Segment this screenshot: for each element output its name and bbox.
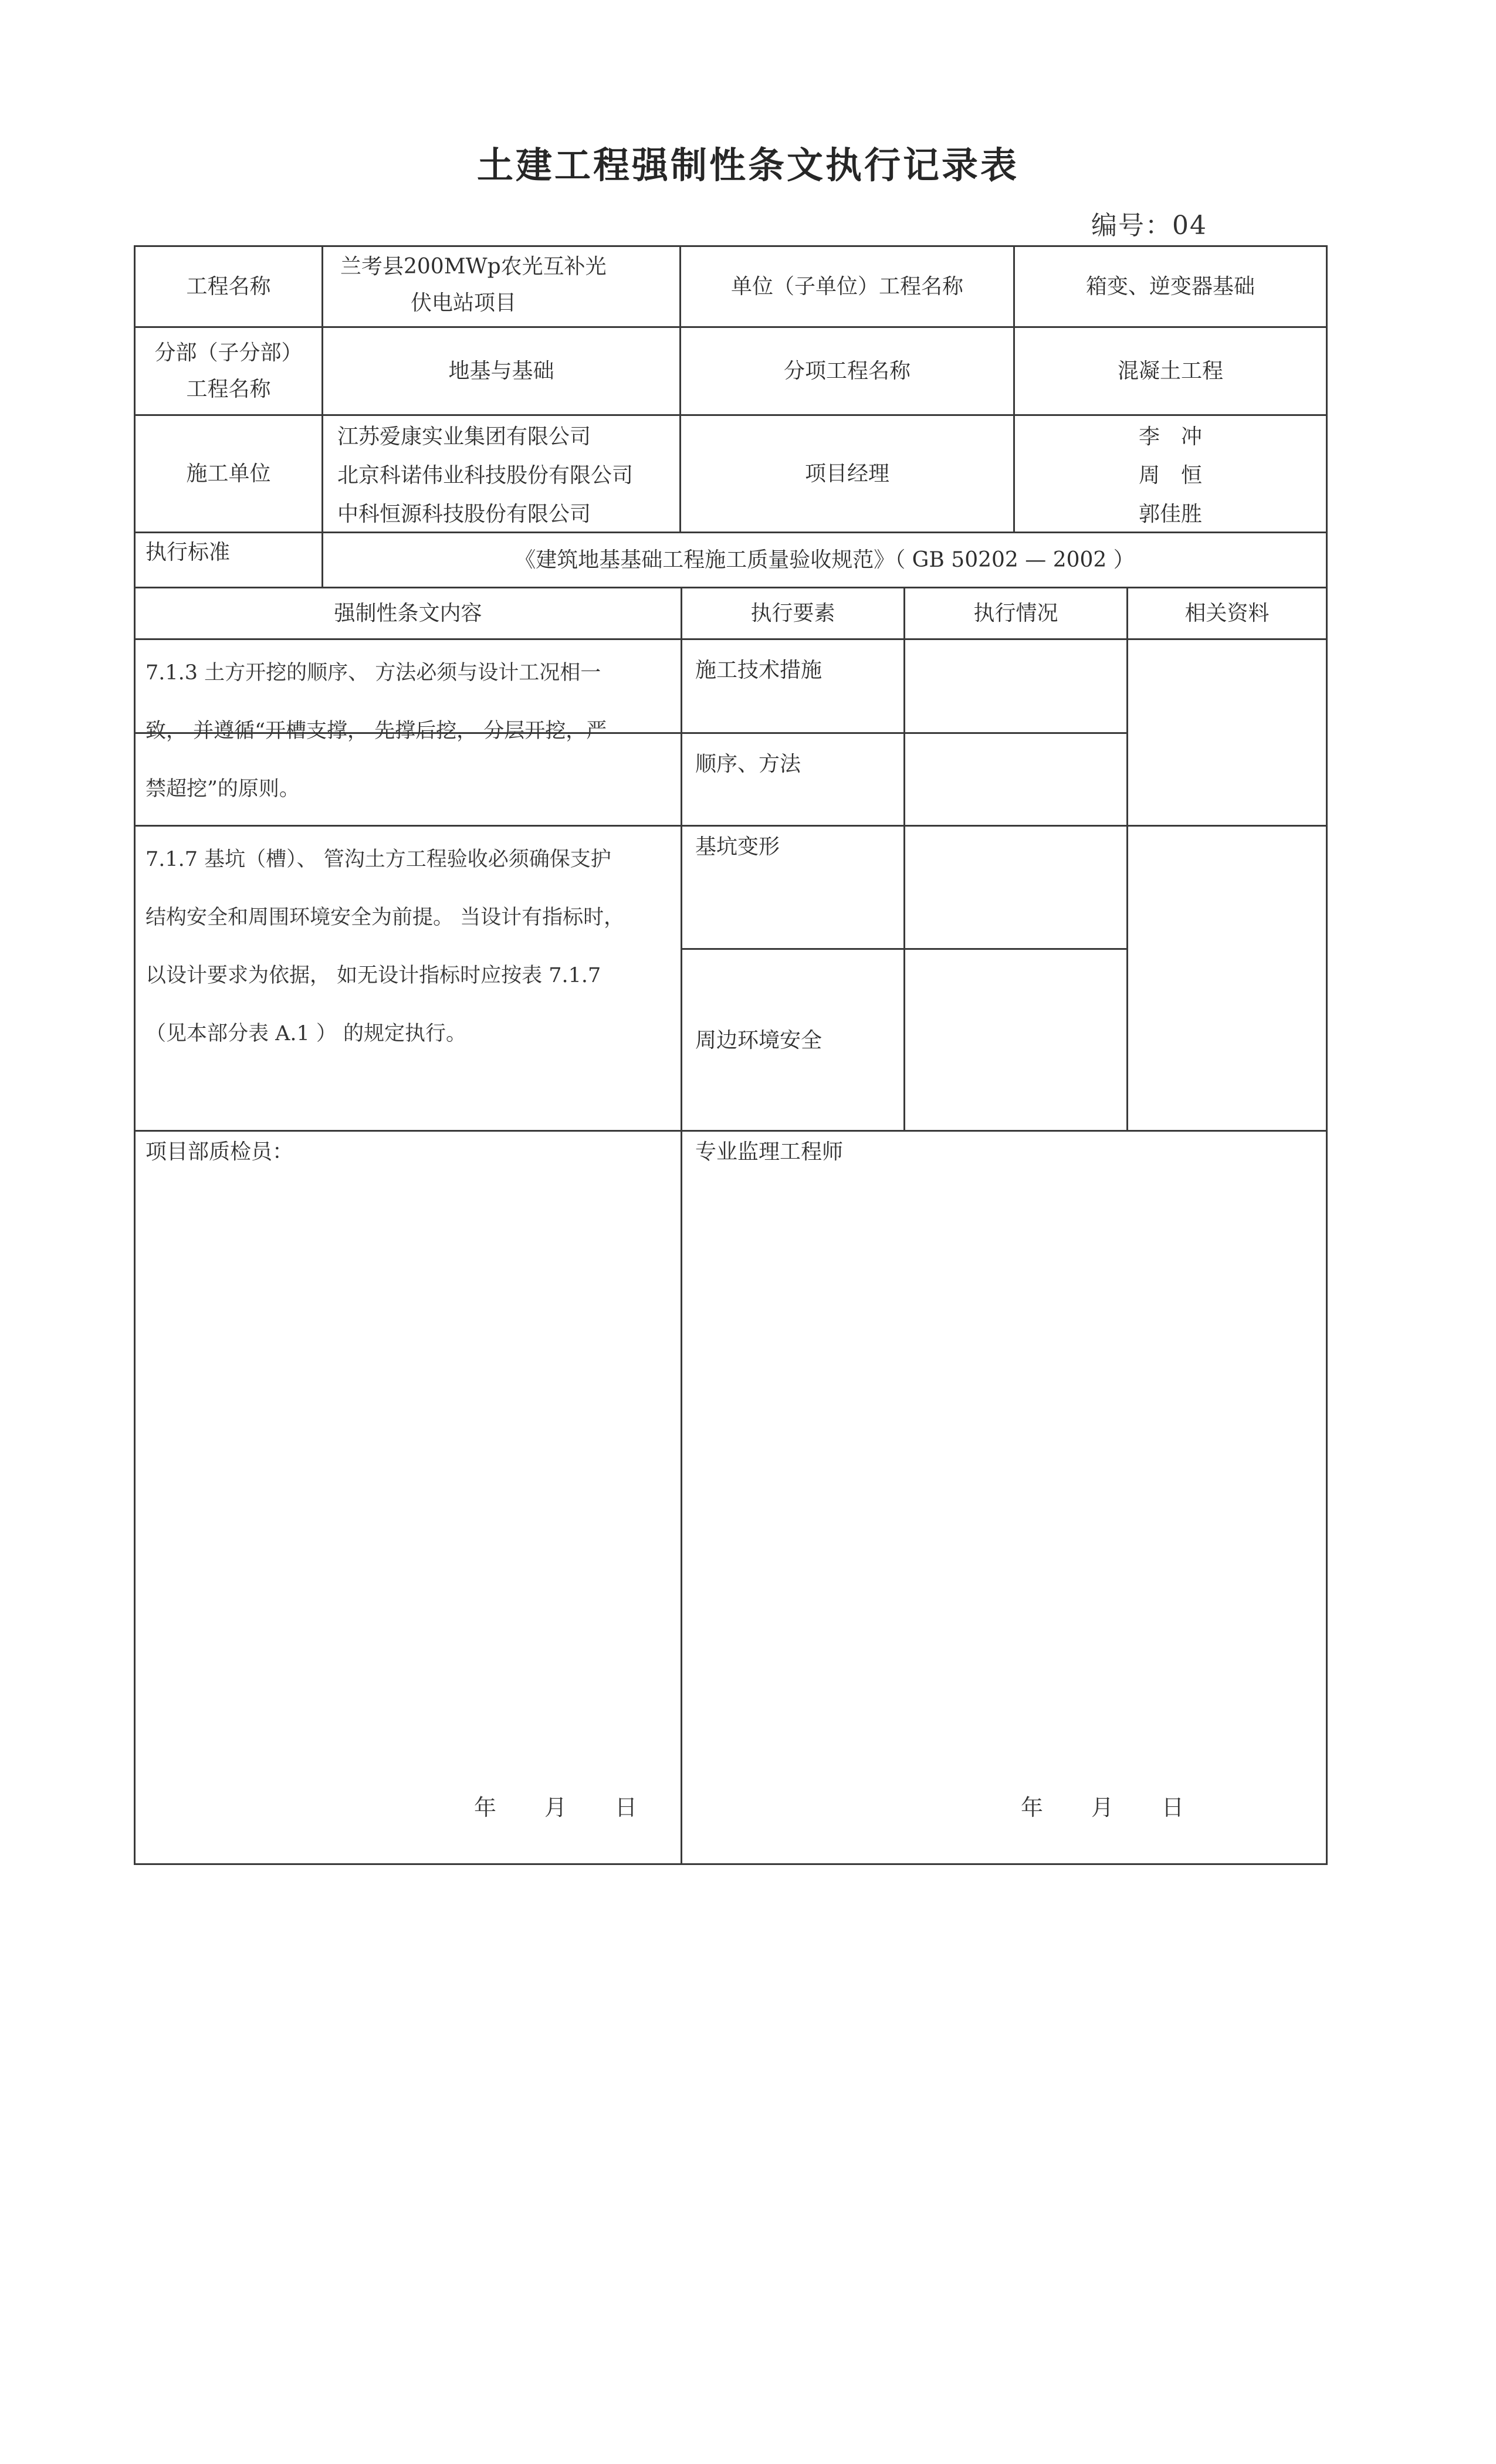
manager-list: 李 冲 周 恒 郭佳胜 xyxy=(1138,425,1202,526)
document-title: 土建工程强制性条文执行记录表 xyxy=(476,144,1019,187)
supervisor-label: 专业监理工程师 xyxy=(695,1140,844,1164)
clause-7-1-7: 7.1.7 基坑（槽）、 管沟土方工程验收必须确保支护 结构安全和周围环境安全为前提。 当设计有指标时， 以设计要求为依据， 如无设计指标时应按表 7.1.7 （见本部分表 A.1 ） 的规定执行。 xyxy=(145,848,625,1045)
item-project-label: 分项工程名称 xyxy=(783,358,911,383)
table-line xyxy=(134,1863,1328,1865)
supervisor-date: 年 月 日 xyxy=(1021,1795,1184,1820)
table-line xyxy=(134,825,1328,827)
header-requirement: 执行要素 xyxy=(750,601,835,625)
standard-label: 执行标准 xyxy=(145,540,231,564)
table-line xyxy=(1126,587,1128,1130)
quality-inspector-label: 项目部质检员： xyxy=(145,1140,294,1164)
item-project-value: 混凝土工程 xyxy=(1117,358,1223,383)
standard-value: 《建筑地基基础工程施工质量验收规范》（ GB 50202 — 2002 ） xyxy=(515,547,1135,572)
requirement-tech-measures: 施工技术措施 xyxy=(695,658,823,682)
header-status: 执行情况 xyxy=(973,601,1058,625)
inspector-date: 年 月 日 xyxy=(474,1795,638,1820)
table-line xyxy=(1326,245,1328,1865)
table-line xyxy=(134,638,1328,640)
project-name-label: 工程名称 xyxy=(186,274,271,299)
requirement-surrounding-safety: 周边环境安全 xyxy=(695,1028,823,1052)
unit-project-value: 箱变、逆变器基础 xyxy=(1085,274,1255,299)
serial-number: 编号：04 xyxy=(1091,211,1207,241)
header-clause: 强制性条文内容 xyxy=(334,601,482,625)
manager-label: 项目经理 xyxy=(804,461,889,486)
requirement-pit-deformation: 基坑变形 xyxy=(695,835,780,859)
table-line xyxy=(134,1130,1328,1132)
table-line xyxy=(681,587,682,1865)
contractor-label: 施工单位 xyxy=(186,461,271,486)
unit-project-label: 单位（子单位）工程名称 xyxy=(730,274,963,299)
clause-7-1-3: 7.1.3 土方开挖的顺序、 方法必须与设计工况相一 致， 并遵循“开槽支撑， 先撑后挖， 分层开挖，严 禁超挖”的原则。 xyxy=(145,661,607,801)
project-name-value: 兰考县200MWp农光互补光 伏电站项目 xyxy=(340,255,607,315)
table-line xyxy=(903,587,905,1130)
requirement-sequence-method: 顺序、方法 xyxy=(695,752,801,776)
contractor-list: 江苏爱康实业集团有限公司 北京科诺伟业科技股份有限公司 中科恒源科技股份有限公司 xyxy=(337,425,634,526)
header-reference: 相关资料 xyxy=(1184,601,1270,625)
subdivision-label: 分部（子分部） 工程名称 xyxy=(154,340,303,401)
subdivision-value: 地基与基础 xyxy=(448,358,554,383)
